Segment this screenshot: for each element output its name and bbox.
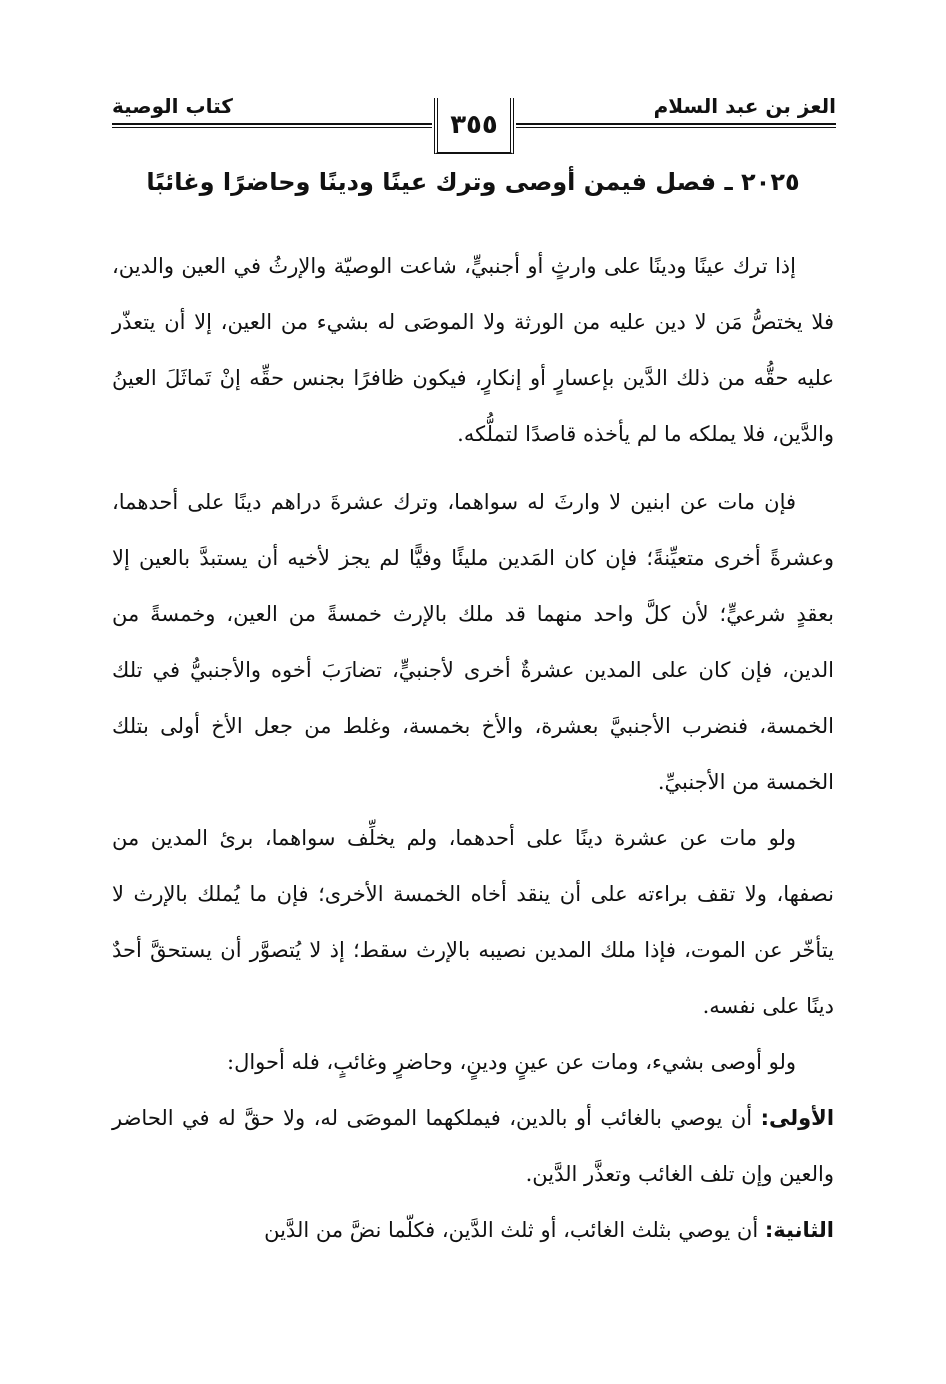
- header-rule-right: [516, 123, 836, 125]
- paragraph-text: ولو مات عن عشرة دينًا على أحدهما، ولم يخلِّف سواهما، برئ المدين من نصفها، ولا تقف براءته على أن ينقد أخاه الخمسة الأخرى؛ فإن ما يُملك بالإرث لا يتأخّر عن الموت، فإذا ملك المدين نصيبه بالإرث سقط؛ إذ لا يُتصوَّر أن يستحقَّ أحدٌ دينًا على نفسه.: [112, 826, 834, 1018]
- paragraph-text: أن يوصي بثلث الغائب، أو ثلث الدَّين، فكلّما نضَّ من الدَّين: [264, 1218, 759, 1242]
- running-head-book: كتاب الوصية: [112, 94, 233, 118]
- paragraph: [112, 1090, 834, 1202]
- section-title: ٢٠٢٥ ـ فصل فيمن أوصى وترك عينًا ودينًا وحاضرًا وغائبًا: [146, 168, 800, 196]
- paragraph: [112, 474, 834, 810]
- header-rule-left-thin: [112, 127, 432, 128]
- page-number: ٣٥٥: [450, 110, 498, 140]
- paragraph-text: ولو أوصى بشيء، ومات عن عينٍ ودينٍ، وحاضرٍ وغائبٍ، فله أحوال:: [227, 1050, 796, 1074]
- paragraph: [112, 1034, 834, 1090]
- body-text: [112, 238, 834, 1258]
- paragraph-text: أن يوصي بالغائب أو بالدين، فيملكهما الموصَى له، ولا حقَّ له في الحاضر والعين وإن تلف الغائب وتعذَّر الدَّين.: [112, 1106, 834, 1186]
- case-heading: الأولى:: [760, 1106, 835, 1130]
- paragraph: [112, 238, 834, 462]
- page-header: [112, 92, 836, 162]
- header-rule-right-thin: [516, 127, 836, 128]
- paragraph: [112, 1202, 834, 1258]
- paragraph-text: فإن مات عن ابنين لا وارثَ له سواهما، وترك عشرةَ دراهم دينًا على أحدهما، وعشرةً أخرى متعيِّنةً؛ فإن كان المَدين مليئًا وفيًّا لم يجز لأخيه أن يستبدَّ بالعين إلا بعقدٍ شرعيٍّ؛ لأن كلَّ واحد منهما قد ملك بالإرث خمسةً من العين، وخمسةً من الدين، فإن كان على المدين عشرةٌ أخرى لأجنبيٍّ، تضارَبَ أخوه والأجنبيُّ في تلك الخمسة، فنضرب الأجنبيَّ بعشرة، والأخ بخمسة، وغلط من جعل الأخ أولى بتلك الخمسة من الأجنبيِّ.: [112, 490, 834, 794]
- paragraph-text: إذا ترك عينًا ودينًا على وارثٍ أو أجنبيٍّ، شاعت الوصيّة والإرثُ في العين والدين، فلا يختصُّ مَن لا دين عليه من الورثة ولا الموصَى له بشيء من العين، إلا أن يتعذّر عليه حقُّه من ذلك الدَّين بإعسارٍ أو إنكارٍ، فيكون ظافرًا بجنس حقِّه إنْ تَماثَلَ العينُ والدَّين، فلا يملكه ما لم يأخذه قاصدًا لتملُّكه.: [112, 254, 834, 446]
- case-heading: الثانية:: [764, 1218, 834, 1242]
- running-head-author: العز بن عبد السلام: [653, 94, 836, 118]
- page-number-frame: [434, 98, 514, 154]
- header-rule-left: [112, 123, 432, 125]
- paragraph: [112, 810, 834, 1034]
